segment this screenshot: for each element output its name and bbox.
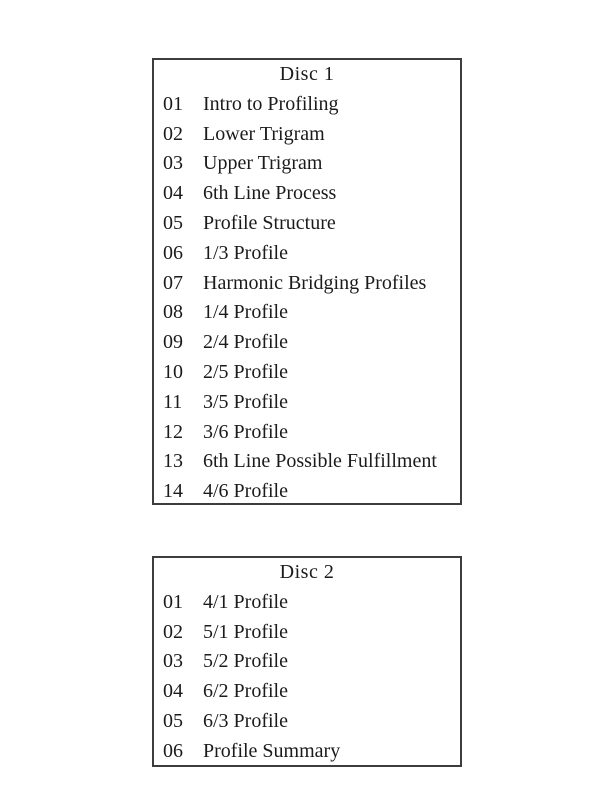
track-title: 1/4 Profile [203, 301, 288, 324]
track-row [154, 209, 460, 239]
track-title: 2/5 Profile [203, 360, 288, 383]
track-title: 4/1 Profile [203, 590, 288, 613]
track-number: 14 [163, 480, 183, 503]
track-title: 6th Line Possible Fulfillment [203, 450, 437, 473]
disc-2-box [152, 556, 462, 767]
track-number: 08 [163, 301, 183, 324]
track-title: Intro to Profiling [203, 92, 339, 115]
track-row [154, 618, 460, 648]
disc-1-title: Disc 1 [279, 63, 335, 85]
track-row [154, 707, 460, 737]
track-number: 02 [163, 620, 183, 643]
track-title: Profile Structure [203, 211, 336, 234]
track-title: 6th Line Process [203, 182, 337, 205]
track-title: Lower Trigram [203, 122, 325, 145]
disc-1-track-list [154, 90, 460, 507]
track-row [154, 447, 460, 477]
track-row [154, 647, 460, 677]
track-number: 07 [163, 271, 183, 294]
track-title: 3/5 Profile [203, 390, 288, 413]
track-number: 04 [163, 680, 183, 703]
track-row [154, 269, 460, 299]
disc-1-box [152, 58, 462, 505]
track-row [154, 179, 460, 209]
track-title: Harmonic Bridging Profiles [203, 271, 427, 294]
track-row [154, 358, 460, 388]
track-row [154, 90, 460, 120]
track-title: 4/6 Profile [203, 480, 288, 503]
track-title: 5/1 Profile [203, 620, 288, 643]
track-title: 5/2 Profile [203, 650, 288, 673]
track-number: 09 [163, 331, 183, 354]
track-number: 03 [163, 152, 183, 175]
track-title: 3/6 Profile [203, 420, 288, 443]
track-title: 6/3 Profile [203, 709, 288, 732]
track-row [154, 418, 460, 448]
track-number: 10 [163, 360, 183, 383]
track-row [154, 120, 460, 150]
track-number: 01 [163, 92, 183, 115]
track-row [154, 298, 460, 328]
track-row [154, 588, 460, 618]
track-row [154, 388, 460, 418]
track-title: Profile Summary [203, 739, 341, 762]
track-number: 05 [163, 211, 183, 234]
track-number: 12 [163, 420, 183, 443]
track-number: 06 [163, 241, 183, 264]
disc-2-title: Disc 2 [279, 561, 335, 583]
track-row [154, 328, 460, 358]
track-number: 05 [163, 709, 183, 732]
track-number: 04 [163, 182, 183, 205]
track-number: 03 [163, 650, 183, 673]
track-number: 06 [163, 739, 183, 762]
track-title: 2/4 Profile [203, 331, 288, 354]
disc-2-track-list [154, 588, 460, 767]
track-row [154, 149, 460, 179]
track-title: Upper Trigram [203, 152, 323, 175]
track-title: 6/2 Profile [203, 680, 288, 703]
track-row [154, 677, 460, 707]
track-number: 01 [163, 590, 183, 613]
track-number: 11 [163, 390, 183, 413]
track-row [154, 737, 460, 767]
track-number: 02 [163, 122, 183, 145]
track-row [154, 477, 460, 507]
track-number: 13 [163, 450, 183, 473]
track-row [154, 239, 460, 269]
track-title: 1/3 Profile [203, 241, 288, 264]
